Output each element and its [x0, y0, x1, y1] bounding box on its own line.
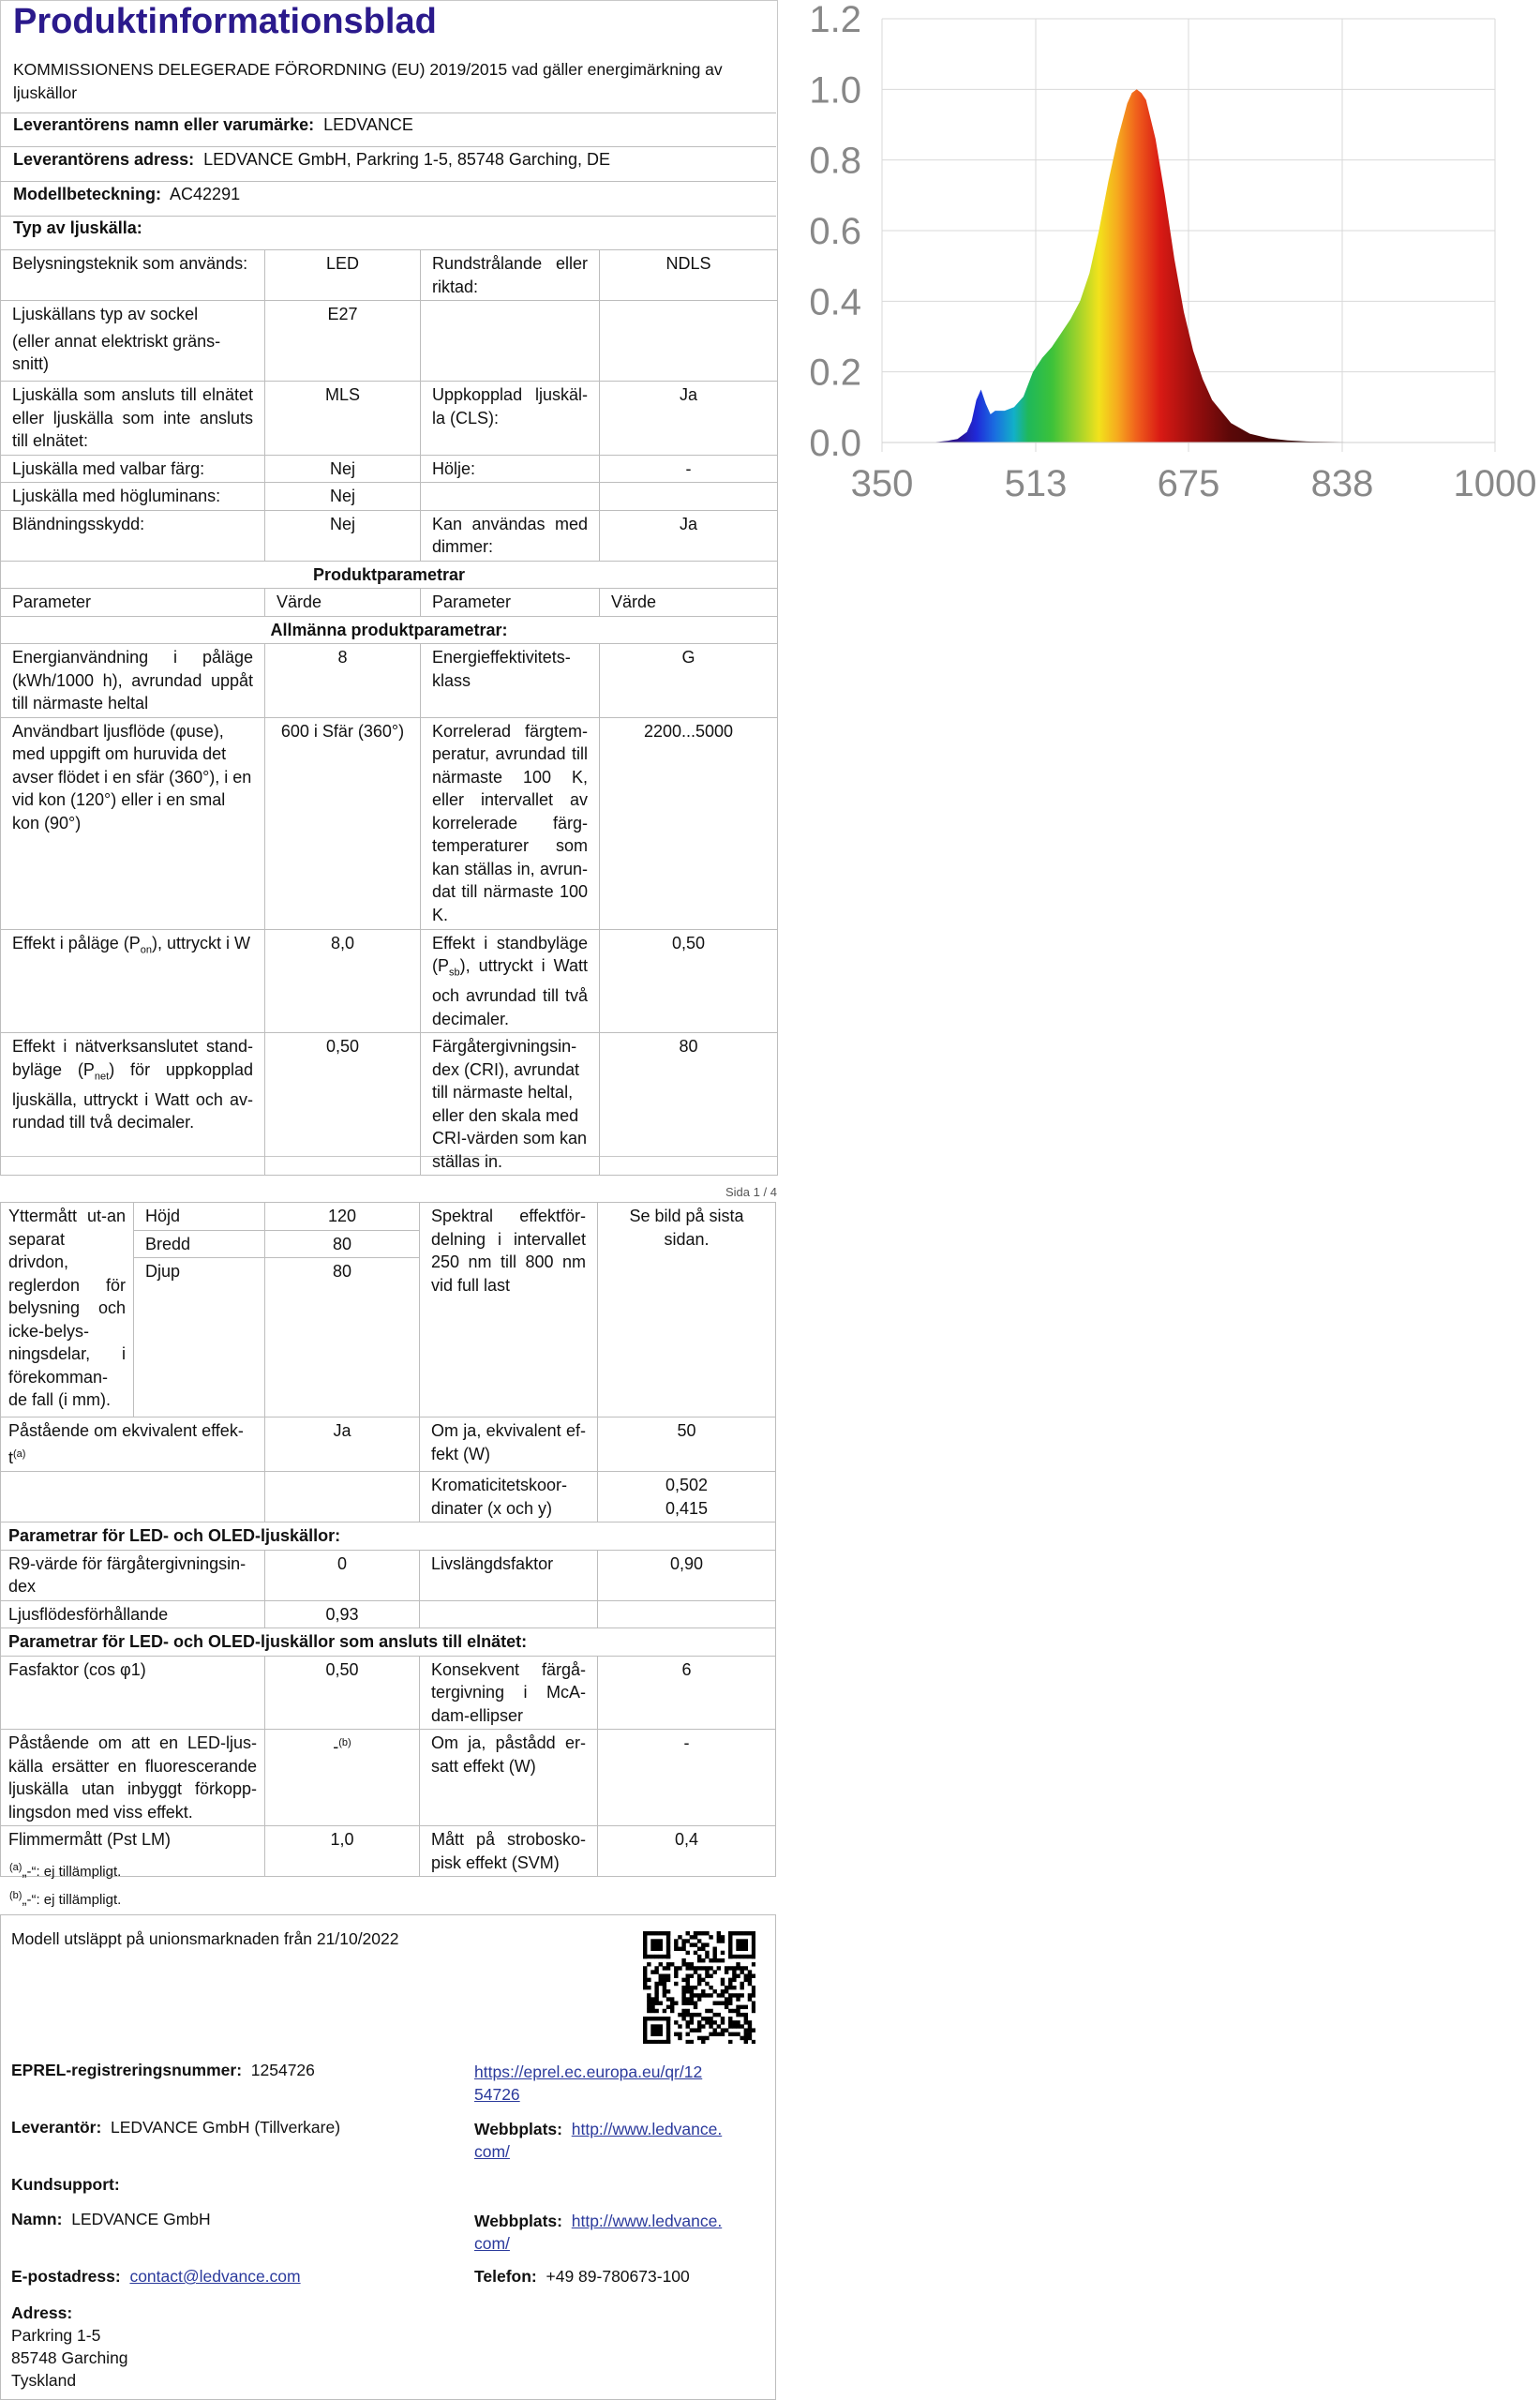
dimension-value: 80 [265, 1258, 420, 1418]
x-tick-label: 350 [850, 463, 914, 504]
param-value: MLS [265, 382, 421, 456]
param-label-sub: on [140, 944, 152, 956]
divider [0, 181, 776, 182]
address-label: Adress: [11, 2303, 73, 2322]
param-label-line: (eller annat elektriskt gräns-snitt) [12, 331, 221, 373]
param-value: Nej [265, 510, 421, 561]
param-label-sub: sb [449, 967, 460, 979]
table-row [1, 929, 778, 1033]
website-label: Webbplats: [474, 2120, 562, 2138]
phone-value: +49 89-780673-100 [546, 2267, 690, 2286]
led-params-heading: Parametrar för LED- och OLED-ljuskällor: [1, 1522, 776, 1551]
param-label: Rundstrålande eller riktad: [421, 250, 600, 301]
footnote-text: „-“: ej tillämpligt. [22, 1864, 122, 1880]
param-label [421, 301, 600, 382]
website-link[interactable]: com/ [474, 2234, 510, 2253]
table-row [1, 589, 778, 617]
email-line [11, 2267, 301, 2287]
email-link[interactable]: contact@ledvance.com [129, 2267, 301, 2286]
dimension-name: Bredd [134, 1230, 265, 1258]
param-label: R9-värde för färgåtergivningsin-dex [1, 1550, 265, 1600]
website-link[interactable]: http://www.ledvance. [571, 2120, 723, 2138]
param-label: Färgåtergivningsin-dex (CRI), avrundat till närmaste heltal, eller den skala med CRI-värden som kan ställas in. [421, 1033, 600, 1176]
x-tick-label: 675 [1157, 463, 1220, 504]
supplier-name-line [13, 115, 413, 135]
name-value: LEDVANCE GmbH [71, 2210, 211, 2228]
divider [0, 112, 776, 113]
website-link[interactable]: http://www.ledvance. [571, 2212, 723, 2230]
dimension-name: Djup [134, 1258, 265, 1418]
dimension-name: Höjd [134, 1203, 265, 1231]
table-row [1, 616, 778, 644]
param-label: Ljuskälla med högluminans: [1, 483, 265, 511]
table-row [1, 483, 778, 511]
param-value: 0 [265, 1550, 420, 1600]
y-tick-label: 0.6 [809, 211, 861, 252]
param-label: Uppkopplad ljuskäl-la (CLS): [421, 382, 600, 456]
param-value: 600 i Sfär (360°) [265, 717, 421, 929]
support-name-line [11, 2210, 211, 2229]
supplier-address-line [13, 150, 610, 170]
param-value: Nej [265, 455, 421, 483]
eprel-link[interactable]: 54726 [474, 2085, 520, 2104]
release-date-text: Modell utsläppt på unionsmarknaden från 21/10/2022 [11, 1929, 399, 1948]
param-label: Kan användas med dimmer: [421, 510, 600, 561]
table-row [1, 510, 778, 561]
table-row [1, 717, 778, 929]
param-label: Om ja, ekvivalent ef-fekt (W) [420, 1418, 598, 1472]
param-value: 1,0 [265, 1826, 420, 1877]
chroma-y: 0,415 [665, 1498, 709, 1518]
y-tick-label: 0.2 [809, 352, 861, 394]
param-value: 8 [265, 644, 421, 718]
param-label [1, 929, 265, 1033]
table-row [1, 250, 778, 301]
table-row [1, 1730, 776, 1826]
param-value: NDLS [600, 250, 778, 301]
param-label-part: Påstående om ekvivalent effek-t [8, 1421, 244, 1467]
website-block [474, 2118, 722, 2163]
param-label [421, 483, 600, 511]
param-value: 80 [600, 1033, 778, 1176]
param-label: Livslängdsfaktor [420, 1550, 598, 1600]
eprel-link[interactable]: https://eprel.ec.europa.eu/qr/12 [474, 2062, 703, 2081]
table-row [1, 1628, 776, 1657]
website-label: Webbplats: [474, 2212, 562, 2230]
name-label: Namn: [11, 2210, 63, 2228]
website-block-2 [474, 2210, 722, 2255]
param-label [1, 1033, 265, 1176]
table-row [1, 455, 778, 483]
param-label [1, 301, 265, 382]
param-label: Bländningsskydd: [1, 510, 265, 561]
param-label: Ljuskälla som ansluts till elnätet eller ljuskälla som inte ansluts till elnätet: [1, 382, 265, 456]
address-line: Parkring 1-5 [11, 2326, 101, 2345]
footnote [9, 1890, 121, 1908]
param-value: 0,50 [265, 1656, 420, 1730]
column-header: Parameter [1, 589, 265, 617]
supplier-line [11, 2118, 340, 2138]
support-heading [11, 2175, 120, 2195]
product-params-heading: Produktparametrar [1, 561, 778, 589]
regulation-text: KOMMISSIONENS DELEGERADE FÖRORDNING (EU) 2019/2015 vad gäller energimärkning av ljuskällor [13, 60, 723, 102]
phone-line [474, 2267, 690, 2287]
y-tick-label: 0.8 [809, 140, 861, 182]
param-value: 50 [598, 1418, 776, 1472]
supplier-address: LEDVANCE GmbH, Parkring 1-5, 85748 Garching, DE [203, 150, 610, 169]
param-value: 0,50 [600, 929, 778, 1033]
light-source-type-table [0, 249, 778, 1176]
dimension-value: 80 [265, 1230, 420, 1258]
param-value: G [600, 644, 778, 718]
param-value: 0,90 [598, 1550, 776, 1600]
param-label: Energianvändning i påläge (kWh/1000 h), avrundad uppåt till närmaste heltal [1, 644, 265, 718]
param-value: 2200...5000 [600, 717, 778, 929]
param-value [265, 1730, 420, 1826]
eprel-line [11, 2061, 315, 2080]
param-value: - [600, 455, 778, 483]
light-source-type-line [13, 218, 142, 238]
param-value-text: - [333, 1737, 339, 1756]
footnote-ref: (a) [13, 1448, 26, 1460]
param-label: Flimmermått (Pst LM) [1, 1826, 265, 1877]
dimensions-table [0, 1202, 776, 1877]
param-value: LED [265, 250, 421, 301]
supplier-name: LEDVANCE [323, 115, 413, 134]
divider [0, 146, 776, 147]
param-value: 0,50 [265, 1033, 421, 1176]
y-tick-label: 1.2 [809, 0, 861, 40]
param-label-part: ), uttryckt i Watt och avrundad till två decimaler. [432, 956, 588, 1028]
page-marker: Sida 1 / 4 [725, 1185, 777, 1199]
empty-cell [265, 1472, 420, 1522]
footnote-text: „-“: ej tillämpligt. [22, 1892, 122, 1908]
eprel-number: 1254726 [250, 2061, 315, 2079]
param-label [421, 929, 600, 1033]
phone-label: Telefon: [474, 2267, 537, 2286]
param-value: Ja [600, 382, 778, 456]
x-tick-label: 838 [1310, 463, 1374, 504]
website-link[interactable]: com/ [474, 2142, 510, 2161]
table-row [1, 1600, 776, 1628]
param-label-part: Effekt i standbyläge (P [432, 933, 588, 975]
y-tick-label: 1.0 [809, 69, 861, 112]
param-label-part: ), uttryckt i W [152, 933, 250, 952]
param-label: Om ja, påstådd er-satt effekt (W) [420, 1730, 598, 1826]
table-row [1, 1550, 776, 1600]
divider [0, 216, 776, 217]
y-tick-label: 0.4 [809, 281, 861, 323]
table-row [1, 644, 778, 718]
address-block [11, 2302, 128, 2392]
param-value: 0,4 [598, 1826, 776, 1877]
address-line: Tyskland [11, 2371, 77, 2390]
param-label-sub: net [94, 1071, 110, 1083]
param-label-part: Effekt i nätverksanslutet stand-byläge (P [12, 1037, 253, 1079]
table-row [1, 1522, 776, 1551]
table-row [1, 301, 778, 382]
param-value: Ja [600, 510, 778, 561]
table-row [1, 1472, 776, 1522]
supplier-name-label: Leverantörens namn eller varumärke: [13, 115, 315, 134]
param-value: Ja [265, 1418, 420, 1472]
mains-params-heading: Parametrar för LED- och OLED-ljuskällor som ansluts till elnätet: [1, 1628, 776, 1657]
param-label: Korrelerad färgtem-peratur, avrundad till närmaste 100 K, eller intervallet av korrelerade färg-temperaturer som kan ställas in, avrun-dat till närmaste 100 K. [421, 717, 600, 929]
qr-code [643, 1931, 755, 2044]
param-value [600, 301, 778, 382]
param-value [600, 483, 778, 511]
footnote-ref: (b) [338, 1737, 351, 1748]
column-header: Värde [600, 589, 778, 617]
model-line [13, 185, 240, 204]
param-label [1, 1418, 265, 1472]
param-value [598, 1600, 776, 1628]
spectrum-chart [778, 0, 1540, 525]
model-value: AC42291 [170, 185, 241, 203]
param-value: E27 [265, 301, 421, 382]
eprel-label: EPREL-registreringsnummer: [11, 2061, 243, 2079]
light-source-type-label: Typ av ljuskälla: [13, 218, 142, 237]
param-value: 0,93 [265, 1600, 420, 1628]
support-label: Kundsupport: [11, 2175, 120, 2194]
footnote-mark: (b) [9, 1890, 22, 1901]
y-tick-label: 0.0 [809, 423, 861, 464]
param-value: 8,0 [265, 929, 421, 1033]
param-label: Ljusflödesförhållande [1, 1600, 265, 1628]
param-label: Hölje: [421, 455, 600, 483]
param-label: Användbart ljusflöde (φuse), med uppgift om huruvida det avser flödet i en sfär (360°), i en vid kon (120°) eller i en smal kon (90°) [1, 717, 265, 929]
param-label: Konsekvent färgå-tergivning i McA-dam-ellipser [420, 1656, 598, 1730]
param-label: Belysningsteknik som används: [1, 250, 265, 301]
footnote-mark: (a) [9, 1862, 22, 1873]
param-value [598, 1472, 776, 1522]
address-line: 85748 Garching [11, 2348, 128, 2367]
table-row [1, 1033, 778, 1176]
param-label: Påstående om att en LED-ljus-källa ersätter en fluorescerande ljuskälla utan inbyggt förkopp-lingsdon med viss effekt. [1, 1730, 265, 1826]
table-row [1, 561, 778, 589]
general-params-heading: Allmänna produktparametrar: [1, 616, 778, 644]
page-title: Produktinformationsblad [13, 2, 437, 41]
model-label: Modellbeteckning: [13, 185, 162, 203]
footnote [9, 1862, 121, 1880]
param-label-part: ) för uppkopplad ljuskälla, uttryckt i Watt och av-rundad till två decimaler. [12, 1059, 253, 1132]
supplier-value: LEDVANCE GmbH (Tillverkare) [111, 2118, 341, 2137]
email-label: E-postadress: [11, 2267, 121, 2286]
dimensions-label: Yttermått ut-an separat drivdon, reglerdon för belysning och icke-belys-ningsdelar, i förekomman-de fall (i mm). [1, 1203, 134, 1418]
x-tick-label: 513 [1004, 463, 1068, 504]
table-row [1, 382, 778, 456]
supplier-label: Leverantör: [11, 2118, 102, 2137]
param-label: Fasfaktor (cos φ1) [1, 1656, 265, 1730]
column-header: Parameter [421, 589, 600, 617]
param-label [420, 1600, 598, 1628]
dimension-value: 120 [265, 1203, 420, 1231]
param-label: Ljuskälla med valbar färg: [1, 455, 265, 483]
param-value: 6 [598, 1656, 776, 1730]
table-row [1, 1418, 776, 1472]
eprel-link-block [474, 2061, 702, 2106]
param-label-line: Ljuskällans typ av sockel [12, 305, 199, 323]
param-label: Kromaticitetskoor-dinater (x och y) [420, 1472, 598, 1522]
param-label: Energieffektivitets-klass [421, 644, 600, 718]
table-row [1, 1656, 776, 1730]
column-header: Värde [265, 589, 421, 617]
table-row [1, 1203, 776, 1231]
param-value: - [598, 1730, 776, 1826]
supplier-address-label: Leverantörens adress: [13, 150, 195, 169]
spectral-label: Spektral effektför-delning i intervallet 250 nm till 800 nm vid full last [420, 1203, 598, 1418]
empty-cell [1, 1472, 265, 1522]
x-tick-label: 1000 [1453, 463, 1537, 504]
chroma-x: 0,502 [665, 1476, 709, 1494]
spectral-value: Se bild på sista sidan. [598, 1203, 776, 1418]
param-label: Mått på strobosko-pisk effekt (SVM) [420, 1826, 598, 1877]
param-label-part: Effekt i påläge (P [12, 933, 141, 952]
param-value: Nej [265, 483, 421, 511]
